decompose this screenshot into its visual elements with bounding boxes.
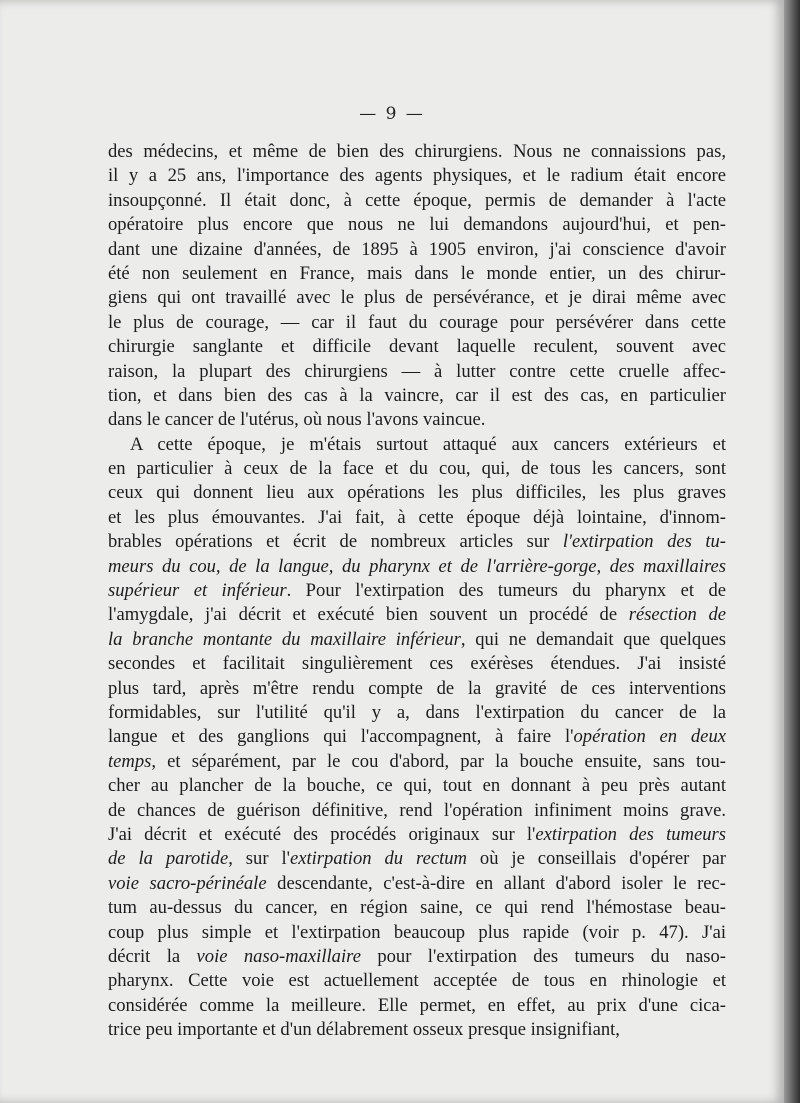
- text-segment: langue et des ganglions qui l'accompagnent, à faire l': [108, 726, 574, 748]
- text-segment: A cette époque, je m'étais surtout attaqué aux cancers extérieurs et: [130, 433, 726, 455]
- text-line: [108, 1018, 726, 1042]
- text-line: [108, 994, 726, 1018]
- text-line: [108, 140, 726, 164]
- text-line: [108, 286, 726, 310]
- text-segment: trice peu importante et d'un délabrement osseux presque insignifiant,: [108, 1019, 620, 1041]
- text-line: [108, 969, 726, 993]
- text-line: [108, 238, 726, 262]
- text-line: [108, 384, 726, 408]
- text-segment: , et séparément, par le cou d'abord, par la bouche ensuite, sans tou-: [151, 750, 726, 772]
- text-segment: il y a 25 ans, l'importance des agents physiques, et le radium était encore: [108, 165, 726, 187]
- text-line: [108, 311, 726, 335]
- paragraph: [108, 140, 726, 433]
- text-line: [108, 262, 726, 286]
- text-segment: été non seulement en France, mais dans le monde entier, un des chirur-: [108, 262, 726, 284]
- body-text: [108, 140, 726, 1042]
- text-segment: tum au-dessus du cancer, en région saine, ce qui rend l'hémostase beau-: [108, 897, 726, 919]
- text-segment: giens qui ont travaillé avec le plus de persévérance, et je dirai même avec: [108, 287, 726, 309]
- text-line: [108, 433, 726, 457]
- text-segment: le plus de courage, — car il faut du courage pour persévérer dans cette: [108, 311, 726, 333]
- text-line: [108, 847, 726, 871]
- text-line: [108, 945, 726, 969]
- text-segment: et les plus émouvantes. J'ai fait, à cette époque déjà lointaine, d'innom-: [108, 506, 726, 528]
- text-line: [108, 335, 726, 359]
- text-segment: , qui ne demandait que quelques: [460, 628, 726, 650]
- text-segment: secondes et facilitait singulièrement ces exérèses étendues. J'ai insisté: [108, 653, 726, 675]
- text-segment: coup plus simple et l'extirpation beaucoup plus rapide (voir p. 47). J'ai: [108, 921, 726, 943]
- text-line: [108, 213, 726, 237]
- text-segment: pour l'extirpation des tumeurs du naso-: [360, 945, 726, 967]
- italic-text: de la parotide: [108, 848, 229, 870]
- page-number: — 9 —: [359, 104, 425, 124]
- text-segment: considérée comme la meilleure. Elle permet, en effet, au prix d'une cica-: [108, 994, 726, 1016]
- text-line: [108, 652, 726, 676]
- text-segment: l'amygdale, j'ai décrit et exécuté bien souvent un procédé de: [108, 604, 629, 626]
- italic-text: la branche montante du maxillaire inférieur: [108, 628, 461, 650]
- text-segment: pharynx. Cette voie est actuellement acceptée de tous en rhinologie et: [108, 970, 726, 992]
- text-line: [108, 799, 726, 823]
- text-line: [108, 750, 726, 774]
- text-segment: . Pour l'extirpation des tumeurs du pharynx et de: [286, 580, 726, 602]
- text-line: [108, 408, 726, 432]
- text-segment: descendante, c'est-à-dire en allant d'abord isoler le rec-: [266, 872, 726, 894]
- text-segment: dans le cancer de l'utérus, où nous l'avons vaincue.: [108, 409, 486, 431]
- text-segment: de chances de guérison définitive, rend l'opération infiniment moins grave.: [108, 799, 726, 821]
- text-line: [108, 896, 726, 920]
- italic-text: résection de: [628, 604, 727, 626]
- text-line: [108, 481, 726, 505]
- italic-text: opération en deux: [573, 726, 726, 748]
- text-line: [108, 603, 726, 627]
- text-line: [108, 555, 726, 579]
- text-segment: dant une dizaine d'années, de 1895 à 1905 environ, j'ai conscience d'avoir: [108, 238, 726, 260]
- text-segment: chirurgie sanglante et difficile devant laquelle reculent, souvent avec: [108, 336, 726, 358]
- text-segment: insoupçonné. Il était donc, à cette époque, permis de demander à l'acte: [108, 189, 726, 211]
- text-line: [108, 628, 726, 652]
- italic-text: l'extirpation des tu-: [562, 531, 726, 553]
- text-line: [108, 823, 726, 847]
- text-segment: plus tard, après m'être rendu compte de la gravité de ces interventions: [108, 677, 726, 699]
- text-line: [108, 774, 726, 798]
- text-line: [108, 457, 726, 481]
- text-line: [108, 579, 726, 603]
- italic-text: supérieur et inférieur: [108, 580, 287, 602]
- text-line: [108, 677, 726, 701]
- text-segment: brables opérations et écrit de nombreux articles sur: [108, 531, 563, 553]
- text-segment: cher au plancher de la bouche, ce qui, tout en donnant à peu près autant: [108, 775, 726, 797]
- text-line: [108, 872, 726, 896]
- text-line: [108, 506, 726, 530]
- italic-text: temps: [108, 750, 152, 772]
- text-segment: où je conseillais d'opérer par: [466, 848, 726, 870]
- italic-text: extirpation du rectum: [289, 848, 467, 870]
- text-segment: raison, la plupart des chirurgiens — à lutter contre cette cruelle affec-: [108, 360, 726, 382]
- text-segment: ceux qui donnent lieu aux opérations les plus difficiles, les plus graves: [108, 482, 726, 504]
- italic-text: extirpation des tumeurs: [535, 823, 726, 845]
- scan-edge: [784, 0, 800, 1103]
- text-line: [108, 701, 726, 725]
- text-line: [108, 921, 726, 945]
- text-line: [108, 360, 726, 384]
- paragraph: [108, 433, 726, 1043]
- text-segment: en particulier à ceux de la face et du cou, qui, de tous les cancers, sont: [108, 458, 726, 480]
- text-segment: décrit la: [108, 945, 197, 967]
- text-segment: formidables, sur l'utilité qu'il y a, dans l'extirpation du cancer de la: [108, 701, 726, 723]
- text-line: [108, 189, 726, 213]
- text-segment: tion, et dans bien des cas à la vaincre, car il est des cas, en particulier: [108, 384, 726, 406]
- text-line: [108, 530, 726, 554]
- text-line: [108, 725, 726, 749]
- italic-text: voie naso-maxillaire: [196, 945, 361, 967]
- text-segment: opératoire plus encore que nous ne lui demandons aujourd'hui, et pen-: [108, 214, 726, 236]
- text-line: [108, 164, 726, 188]
- text-segment: des médecins, et même de bien des chirurgiens. Nous ne connaissions pas,: [108, 141, 726, 162]
- text-segment: , sur l': [228, 848, 290, 870]
- text-segment: J'ai décrit et exécuté des procédés originaux sur l': [108, 823, 536, 845]
- italic-text: voie sacro-périnéale: [108, 872, 267, 894]
- italic-text: meurs du cou, de la langue, du pharynx et de l'arrière-gorge, des maxillaires: [108, 555, 726, 577]
